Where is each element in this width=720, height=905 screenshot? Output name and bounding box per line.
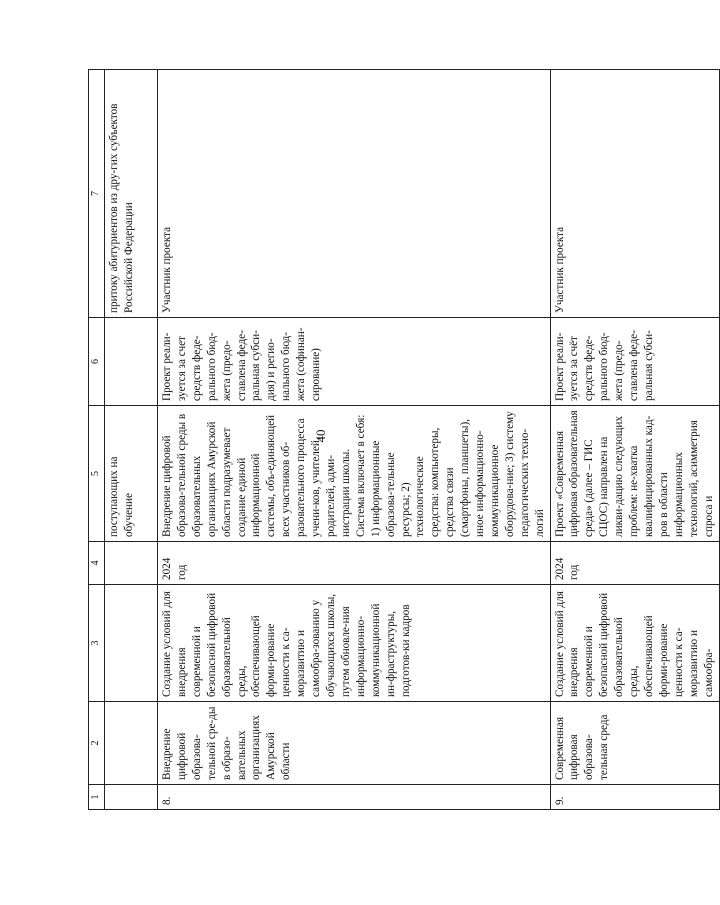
funding-cell: Проект реали-зуется за счёт средств феде-рального бюд-жета (предо-ставлена феде-ральная субси- bbox=[550, 318, 719, 406]
description-cell: Внедрение цифровой образова-тельной среды в образовательных организациях Амурской области подразумевает создание единой информационной системы, объ-единяющей всех участников об-разовательного процесса учени-ков, учителей, родителей, адми-нистрации школы. Система включает в себя: 1) информационные образова-тельные ресурсы; 2) технологические средства: компьютеры, средства связи (смартфоны, планшеты), иное информационно-коммуникационное оборудова-ние; 3) систему педагогических техно-логий bbox=[158, 406, 551, 542]
project-name-cell: Внедрение цифровой образова-тельной сре-ды в образо-вательных организациях Амурской области bbox=[158, 702, 551, 785]
description-cell: поступающих на обучение bbox=[105, 406, 158, 542]
rotated-table-container bbox=[88, 70, 715, 810]
table-cell bbox=[105, 318, 158, 406]
project-name-cell: Современная цифровая образова-тельная среда bbox=[550, 702, 719, 785]
role-cell: Участник проекта bbox=[550, 70, 719, 318]
column-header: 4 bbox=[89, 542, 105, 585]
column-header: 5 bbox=[89, 406, 105, 542]
year-cell: 2024 год bbox=[550, 542, 719, 585]
continuation-row bbox=[105, 70, 158, 810]
row-number-cell: 9. bbox=[550, 785, 719, 810]
task-cell: Создание условий для внедрения современной и безопасной цифровой образовательной среды, обеспечивающей форми-рование ценности к са-моразвитию и самообра-зованию у обучающихся школы, путем обновле-ния информационно-коммуникационной ин-фраструктуры, подготов-ки кадров bbox=[158, 585, 551, 702]
table-row bbox=[550, 70, 719, 810]
page-number: 40 bbox=[313, 429, 328, 443]
table-cell bbox=[105, 542, 158, 585]
table-cell bbox=[105, 702, 158, 785]
column-header: 3 bbox=[89, 585, 105, 702]
table-row bbox=[158, 70, 551, 810]
column-header: 2 bbox=[89, 702, 105, 785]
description-cell: Проект «Современная цифровая образовательная среда» (далее – ГИС СЦОС) направлен на ликви-дацию следующих проблем: не-хватка квалифицированных кад-ров в области информационных технологий, асимметрия спроса и bbox=[550, 406, 719, 542]
role-cell: Участник проекта bbox=[158, 70, 551, 318]
table-cell bbox=[105, 785, 158, 810]
column-header: 6 bbox=[89, 318, 105, 406]
table-cell bbox=[105, 585, 158, 702]
funding-cell: Проект реали-зуется за счет средств феде-рального бюд-жета (предо-ставлена феде-ральная субси-дия) и регио-нального бюд-жета (софинан-сирование) bbox=[158, 318, 551, 406]
column-number-header-row bbox=[89, 70, 105, 810]
projects-table bbox=[88, 69, 720, 810]
task-cell: Создание условий для внедрения современной и безопасной цифровой образовательной среды, обеспечивающей форми-рование ценности к са-моразвитию и самообра- bbox=[550, 585, 719, 702]
year-cell: 2024 год bbox=[158, 542, 551, 585]
role-cell: притоку абитуриентов из дру-гих субъектов Российской Федерации bbox=[105, 70, 158, 318]
column-header: 7 bbox=[89, 70, 105, 318]
row-number-cell: 8. bbox=[158, 785, 551, 810]
column-header: 1 bbox=[89, 785, 105, 810]
